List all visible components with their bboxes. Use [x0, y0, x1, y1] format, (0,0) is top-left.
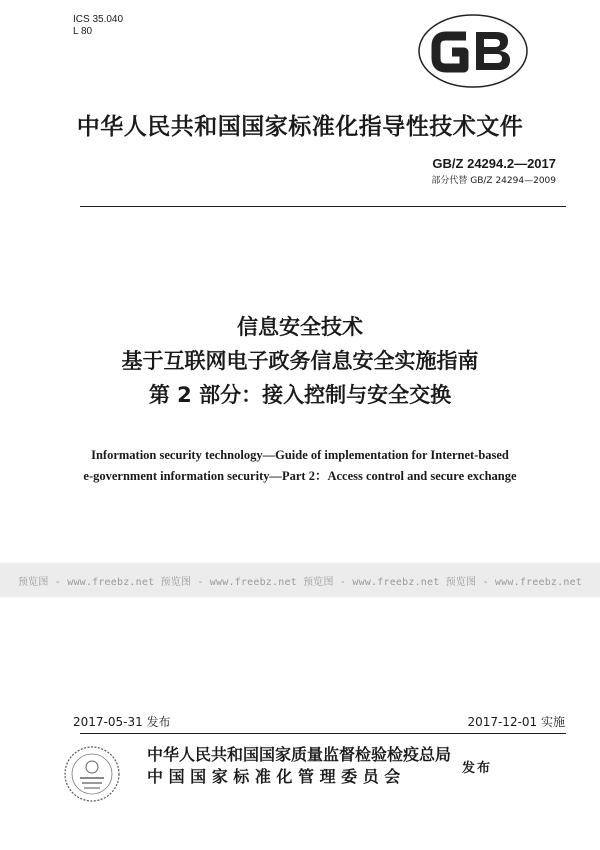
title-cn-line-1: 信息安全技术: [237, 315, 363, 339]
anti-counterfeit-seal-icon: [63, 745, 121, 803]
issue-date: 2017-05-31 发布: [73, 715, 171, 729]
gb-logo-icon: [418, 14, 528, 88]
ccs-code: L 80: [73, 26, 93, 37]
document-type-heading: 中华人民共和国国家标准化指导性技术文件: [76, 114, 524, 140]
footer-rule: [80, 733, 566, 734]
ics-code: ICS 35.040: [73, 14, 124, 25]
header-rule: [80, 206, 566, 207]
title-cn-line-3: 第 2 部分：接入控制与安全交换: [148, 383, 452, 407]
publish-label: 发布: [462, 761, 493, 776]
replaces-note: 部分代替 GB/Z 24294—2009: [431, 176, 556, 186]
classification-codes: [73, 14, 123, 38]
title-en-line-1: Information security technology—Guide of implementation for Internet-based: [91, 448, 509, 462]
watermark-text: 预览图 - www.freebz.net 预览图 - www.freebz.net 预览图 - www.freebz.net 预览图 - www.freebz.net: [17, 577, 583, 588]
issuer-org-2: 中 国 国 家 标 准 化 管 理 委 员 会: [147, 767, 401, 786]
effective-date: 2017-12-01 实施: [467, 715, 565, 729]
title-en-line-2: e-government information security—Part 2：Access control and secure exchange: [83, 469, 517, 483]
issuer-org-1: 中华人民共和国国家质量监督检验检疫总局: [147, 745, 452, 764]
title-cn-line-2: 基于互联网电子政务信息安全实施指南: [121, 349, 479, 373]
standard-number: GB/Z 24294.2—2017: [432, 156, 556, 171]
